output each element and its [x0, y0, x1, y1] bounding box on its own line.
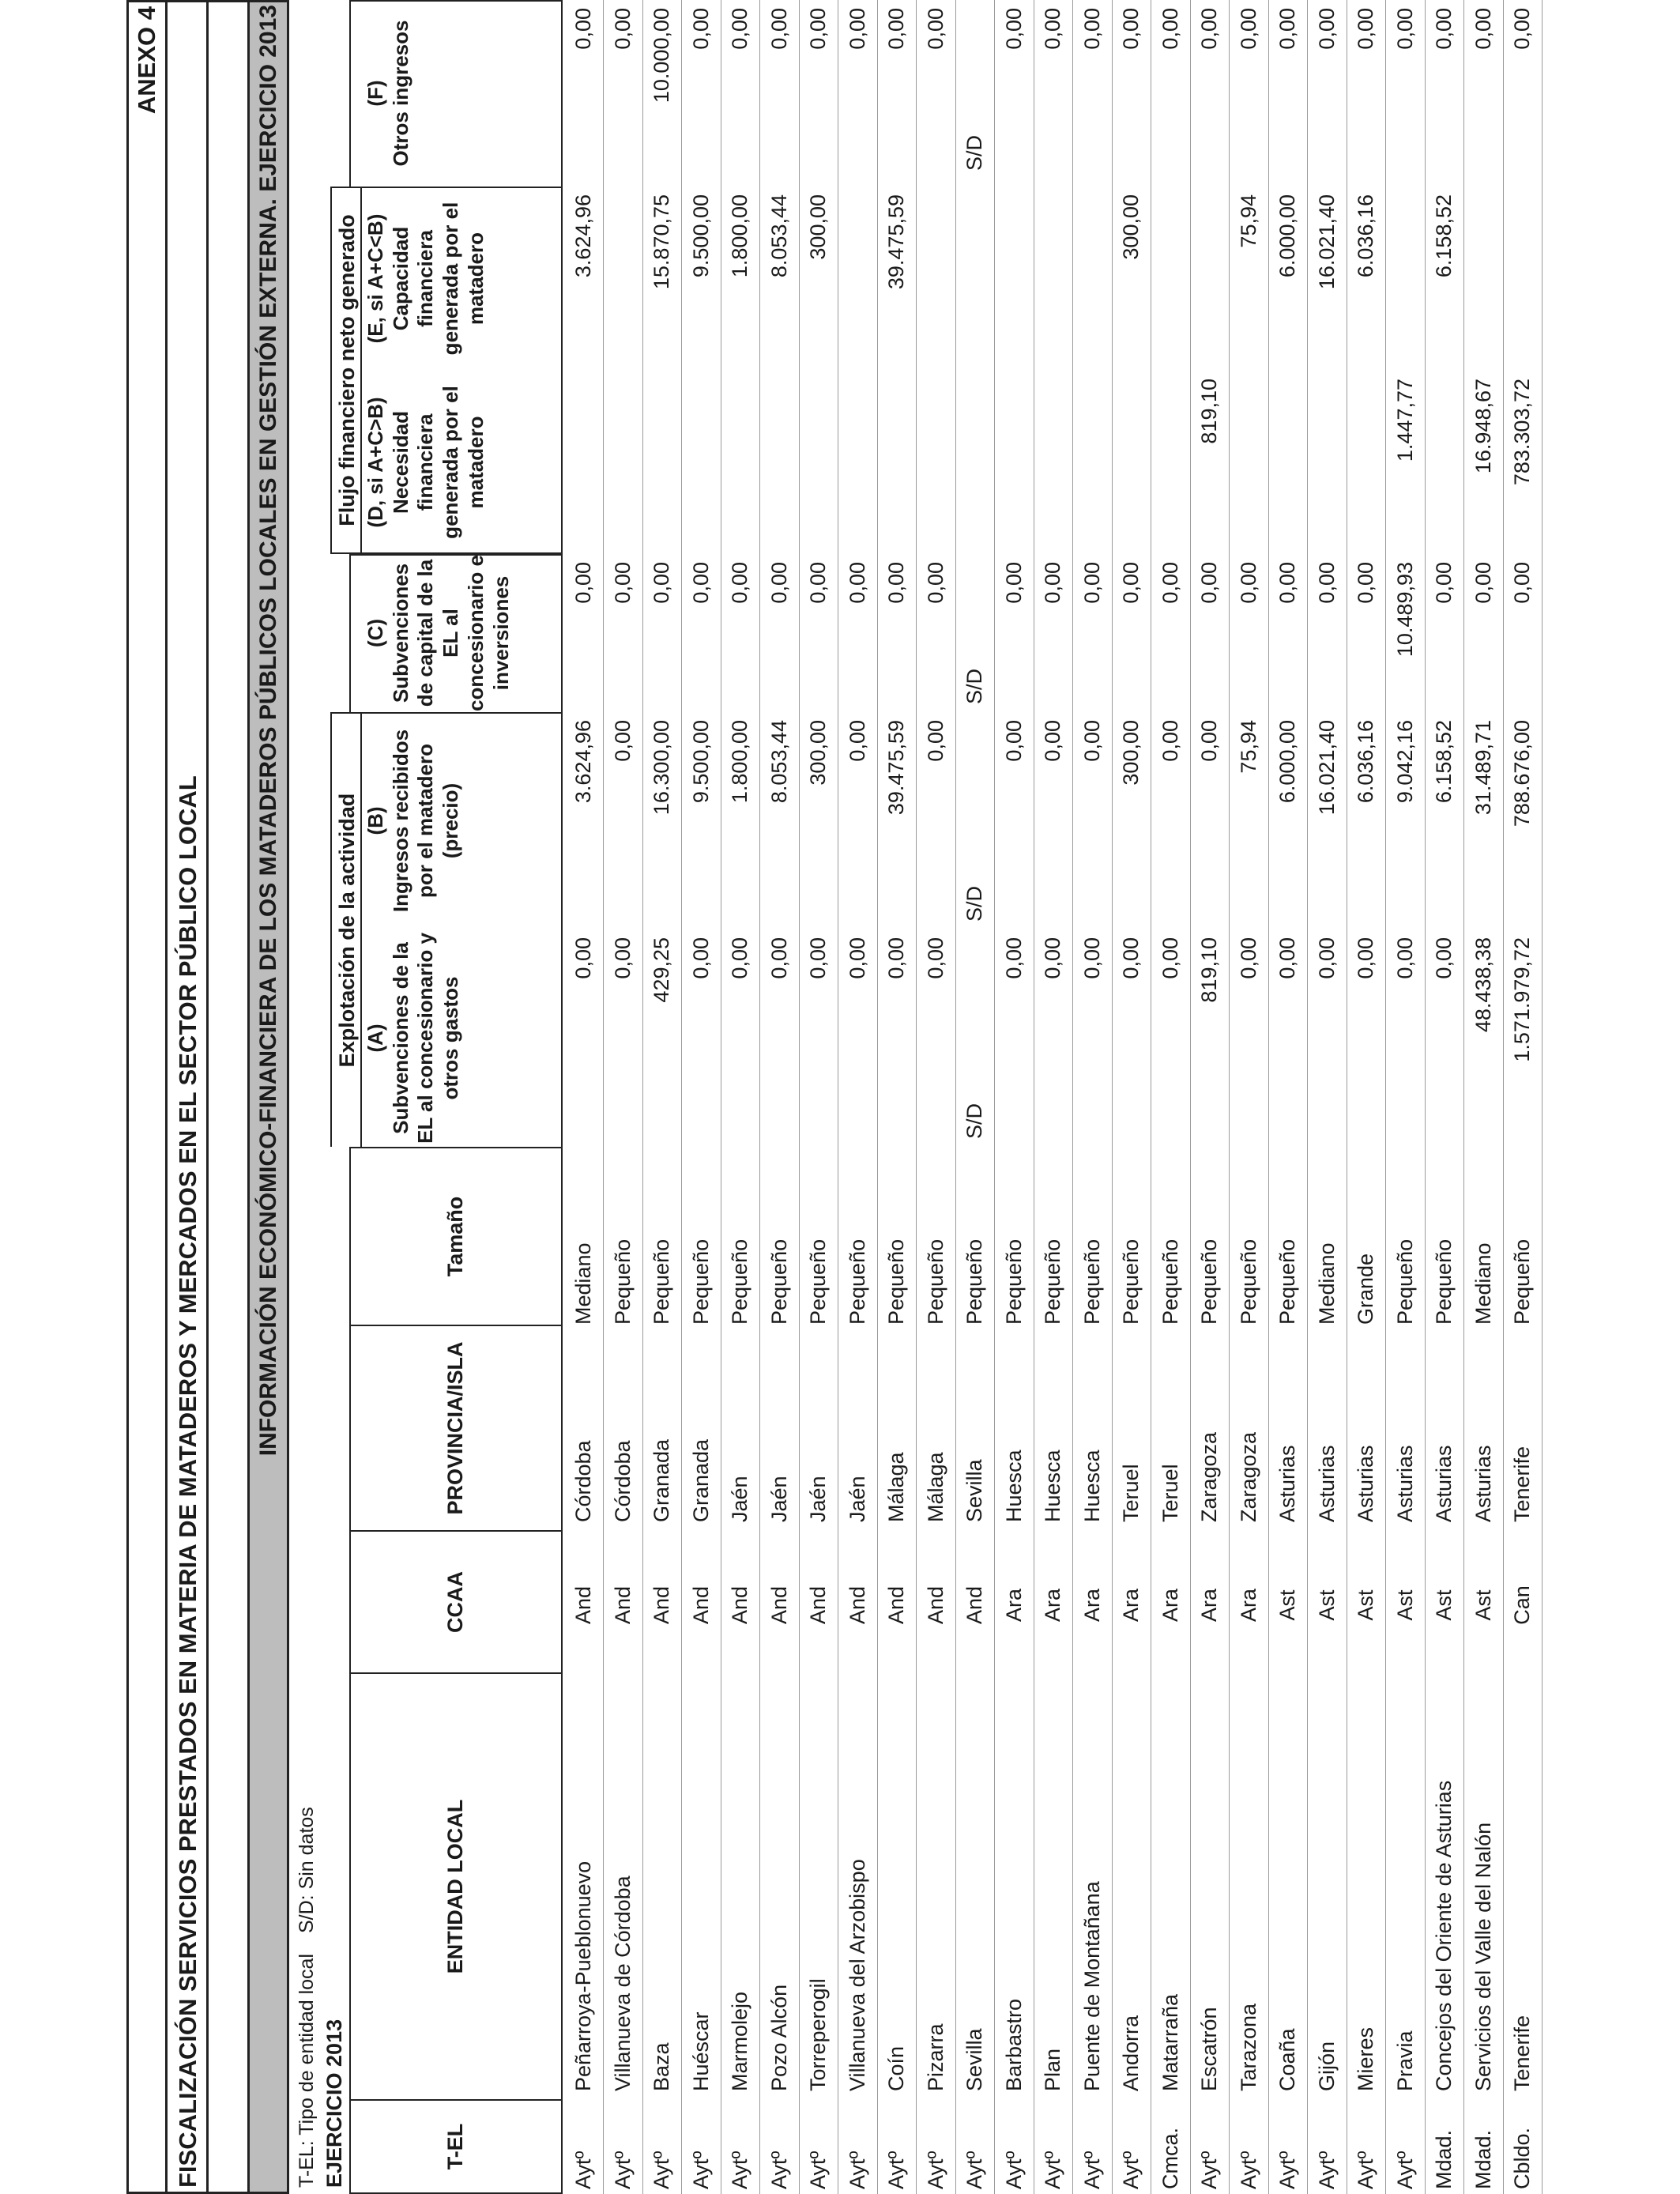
cell-a: 0,00: [1119, 937, 1143, 979]
table-row: [682, 0, 721, 2194]
cell-provincia: Asturias: [1471, 1445, 1495, 1522]
cell-a: 0,00: [1079, 937, 1104, 979]
cell-a: 0,00: [1432, 937, 1456, 979]
col-ccaa: CCAA: [349, 1530, 563, 1672]
cell-ccaa: And: [688, 1585, 713, 1625]
cell-e: 9.500,00: [688, 194, 713, 278]
cell-entidad: Concejos del Oriente de Asturias: [1432, 1780, 1456, 2091]
cell-tamano: Pequeño: [1041, 1238, 1064, 1325]
col-provincia: PROVINCIA/ISLA: [349, 1325, 563, 1530]
cell-b: 788.676,00: [1510, 720, 1534, 827]
cell-c: 0,00: [1354, 562, 1377, 604]
cell-entidad: Huéscar: [688, 2011, 713, 2091]
cell-b: 1.800,00: [728, 720, 751, 804]
cell-a: 0,00: [1314, 937, 1339, 979]
cell-b: 9.042,16: [1392, 720, 1417, 804]
annex-bar: [126, 0, 168, 2194]
cell-provincia: Sevilla: [962, 1459, 986, 1522]
cell-provincia: Córdoba: [571, 1440, 595, 1522]
cell-tel: Cmca.: [1158, 2127, 1182, 2189]
cell-a: 1.571.979,72: [1510, 937, 1534, 1062]
cell-tel: Aytº: [688, 2151, 713, 2189]
cell-b: 8.053,44: [767, 720, 791, 804]
cell-a: 0,00: [923, 937, 947, 979]
cell-d: 16.948,67: [1471, 379, 1495, 474]
cell-b: 0,00: [1041, 720, 1064, 762]
cell-tamano: Mediano: [571, 1242, 595, 1325]
cell-ccaa: And: [884, 1585, 908, 1625]
sd-legend: S/D: Sin datos: [296, 1807, 318, 1933]
col-a: (A) Subvenciones de la EL al concesionario y otros gastos: [363, 933, 463, 1144]
cell-c: 0,00: [1119, 562, 1143, 604]
cell-f: 0,00: [1041, 8, 1064, 50]
cell-tamano: Pequeño: [1119, 1238, 1143, 1325]
cell-tamano: Pequeño: [1392, 1238, 1417, 1325]
cell-entidad: Sevilla: [962, 2028, 986, 2091]
cell-tel: Aytº: [1041, 2151, 1064, 2189]
cell-f: 0,00: [728, 8, 751, 50]
cell-ccaa: Ara: [1197, 1588, 1221, 1623]
cell-b: 6.036,16: [1354, 720, 1377, 804]
cell-c: 0,00: [1001, 562, 1026, 604]
cell-b: 0,00: [923, 720, 947, 762]
cell-f: 0,00: [1236, 8, 1260, 50]
cell-b: 31.489,71: [1471, 720, 1495, 816]
cell-b: 0,00: [1197, 720, 1221, 762]
col-f: (F) Otros ingresos: [363, 20, 412, 167]
cell-provincia: Teruel: [1119, 1464, 1143, 1522]
cell-tamano: Pequeño: [884, 1238, 908, 1325]
cell-entidad: Barbastro: [1001, 1998, 1026, 2091]
cell-c: 0,00: [1432, 562, 1456, 604]
cell-f: 10.000,00: [650, 8, 673, 104]
cell-tel: Aytº: [610, 2151, 635, 2189]
cell-f: 0,00: [1354, 8, 1377, 50]
cell-c: 0,00: [1471, 562, 1495, 604]
cell-c: S/D: [962, 668, 986, 704]
cell-tamano: Pequeño: [1079, 1238, 1104, 1325]
cell-provincia: Asturias: [1392, 1445, 1417, 1522]
cell-tel: Cbldo.: [1510, 2127, 1534, 2189]
col-c: (C) Subvenciones de capital de la EL al concesionario e inversiones: [363, 555, 513, 711]
cell-ccaa: Ast: [1392, 1589, 1417, 1621]
cell-a: 0,00: [571, 937, 595, 979]
cell-tel: Aytº: [650, 2151, 673, 2189]
table-row: [1347, 0, 1386, 2194]
report-subtitle: INFORMACIÓN ECONÓMICO-FINANCIERA DE LOS MATADEROS PÚBLICOS LOCALES EN GESTIÓN EXTERNA. EJERCICIO 2013: [255, 5, 281, 1457]
cell-ccaa: Ara: [1041, 1588, 1064, 1623]
cell-a: 0,00: [1236, 937, 1260, 979]
cell-c: 0,00: [845, 562, 869, 604]
cell-tel: Aytº: [1275, 2151, 1299, 2189]
table-row: [1151, 0, 1191, 2194]
cell-c: 0,00: [806, 562, 830, 604]
cell-entidad: Andorra: [1119, 2015, 1143, 2091]
cell-entidad: Torreperogil: [806, 1978, 830, 2091]
cell-tel: Aytº: [1079, 2151, 1104, 2189]
table-row: [1503, 0, 1543, 2194]
cell-ccaa: Can: [1510, 1585, 1534, 1625]
cell-c: 0,00: [1197, 562, 1221, 604]
cell-provincia: Teruel: [1158, 1464, 1182, 1522]
report-title: FISCALIZACIÓN SERVICIOS PRESTADOS EN MATERIA DE MATADEROS Y MERCADOS EN EL SECTOR PÚBLICO LOCAL: [174, 775, 202, 2188]
cell-f: 0,00: [1392, 8, 1417, 50]
cell-ccaa: Ast: [1314, 1589, 1339, 1621]
cell-tel: Aytº: [1314, 2151, 1339, 2189]
cell-tamano: Pequeño: [1001, 1238, 1026, 1325]
cell-e: 300,00: [806, 194, 830, 260]
cell-provincia: Jaén: [767, 1476, 791, 1522]
cell-provincia: Málaga: [923, 1452, 947, 1522]
cell-tamano: Pequeño: [688, 1238, 713, 1325]
cell-c: 0,00: [1236, 562, 1260, 604]
group-flujo: Flujo financiero neto generado: [330, 187, 360, 554]
cell-b: 75,94: [1236, 720, 1260, 774]
table-row: [760, 0, 800, 2194]
cell-b: 16.300,00: [650, 720, 673, 816]
ejercicio-label: EJERCICIO 2013: [322, 2019, 346, 2188]
cell-f: S/D: [962, 134, 986, 171]
cell-b: 3.624,96: [571, 720, 595, 804]
cell-provincia: Asturias: [1354, 1445, 1377, 1522]
table-row: [1386, 0, 1426, 2194]
cell-b: 0,00: [610, 720, 635, 762]
cell-e: 75,94: [1236, 194, 1260, 248]
table-row: [1230, 0, 1269, 2194]
cell-b: 0,00: [1001, 720, 1026, 762]
cell-c: 0,00: [1275, 562, 1299, 604]
cell-c: 0,00: [767, 562, 791, 604]
cell-ccaa: Ara: [1158, 1588, 1182, 1623]
cell-tel: Aytº: [806, 2151, 830, 2189]
cell-ccaa: And: [923, 1585, 947, 1625]
cell-tel: Aytº: [1354, 2151, 1377, 2189]
cell-tamano: Pequeño: [1158, 1238, 1182, 1325]
cell-ccaa: And: [767, 1585, 791, 1625]
cell-ccaa: Ast: [1432, 1589, 1456, 1621]
cell-entidad: Puente de Montañana: [1079, 1881, 1104, 2091]
cell-f: 0,00: [1314, 8, 1339, 50]
table-row: [1268, 0, 1308, 2194]
cell-a: 0,00: [1392, 937, 1417, 979]
cell-ccaa: Ara: [1079, 1588, 1104, 1623]
cell-entidad: Pravia: [1392, 2030, 1417, 2091]
table-row: [721, 0, 760, 2194]
cell-tel: Aytº: [884, 2151, 908, 2189]
table-row: [917, 0, 956, 2194]
cell-tamano: Pequeño: [728, 1238, 751, 1325]
cell-c: 0,00: [571, 562, 595, 604]
cell-tamano: Pequeño: [1432, 1238, 1456, 1325]
cell-entidad: Servicios del Valle del Nalón: [1471, 1822, 1495, 2091]
cell-b: 0,00: [1079, 720, 1104, 762]
cell-ccaa: And: [806, 1585, 830, 1625]
cell-entidad: Matarraña: [1158, 1993, 1182, 2091]
cell-c: 0,00: [884, 562, 908, 604]
cell-f: 0,00: [923, 8, 947, 50]
cell-ccaa: And: [845, 1585, 869, 1625]
cell-provincia: Granada: [688, 1438, 713, 1522]
cell-provincia: Zaragoza: [1197, 1431, 1221, 1522]
table-row: [604, 0, 643, 2194]
cell-a: 0,00: [728, 937, 751, 979]
cell-c: 0,00: [610, 562, 635, 604]
cell-ccaa: And: [650, 1585, 673, 1625]
cell-entidad: Escatrón: [1197, 2007, 1221, 2091]
cell-entidad: Villanueva de Córdoba: [610, 1875, 635, 2091]
cell-d: 819,10: [1197, 379, 1221, 444]
table-row: [1425, 0, 1464, 2194]
cell-b: 39.475,59: [884, 720, 908, 816]
table-row: [642, 0, 682, 2194]
cell-ccaa: Ara: [1001, 1588, 1026, 1623]
cell-f: 0,00: [610, 8, 635, 50]
cell-f: 0,00: [1001, 8, 1026, 50]
cell-f: 0,00: [884, 8, 908, 50]
cell-a: 819,10: [1197, 937, 1221, 1003]
cell-e: 6.158,52: [1432, 194, 1456, 278]
cell-provincia: Asturias: [1432, 1445, 1456, 1522]
tel-legend: T-EL: Tipo de entidad local: [296, 1953, 318, 2188]
cell-a: 0,00: [610, 937, 635, 979]
cell-c: 0,00: [1079, 562, 1104, 604]
table-row: [1308, 0, 1347, 2194]
cell-tel: Aytº: [1392, 2151, 1417, 2189]
cell-entidad: Tarazona: [1236, 2003, 1260, 2091]
cell-entidad: Mieres: [1354, 2026, 1377, 2091]
cell-a: 0,00: [845, 937, 869, 979]
cell-f: 0,00: [1510, 8, 1534, 50]
cell-ccaa: Ara: [1236, 1588, 1260, 1623]
cell-ccaa: Ast: [1354, 1589, 1377, 1621]
cell-tamano: Pequeño: [610, 1238, 635, 1325]
cell-c: 0,00: [923, 562, 947, 604]
table-row: [838, 0, 878, 2194]
cell-tamano: Grande: [1354, 1253, 1377, 1325]
cell-c: 0,00: [1041, 562, 1064, 604]
col-e: (E, si A+C<B) Capacidad financiera generada por el matadero: [363, 202, 488, 356]
cell-provincia: Asturias: [1314, 1445, 1339, 1522]
cell-f: 0,00: [1079, 8, 1104, 50]
cell-tamano: Mediano: [1314, 1242, 1339, 1325]
cell-a: 48.438,38: [1471, 937, 1495, 1033]
cell-f: 0,00: [1119, 8, 1143, 50]
cell-e: 8.053,44: [767, 194, 791, 278]
table-row: [1464, 0, 1504, 2194]
cell-ccaa: And: [962, 1585, 986, 1625]
cell-b: 6.158,52: [1432, 720, 1456, 804]
cell-entidad: Pozo Alcón: [767, 1984, 791, 2091]
cell-e: 6.000,00: [1275, 194, 1299, 278]
cell-tel: Aytº: [962, 2151, 986, 2189]
cell-a: 0,00: [1158, 937, 1182, 979]
cell-a: 0,00: [884, 937, 908, 979]
cell-tel: Mdad.: [1432, 2129, 1456, 2189]
cell-provincia: Tenerife: [1510, 1446, 1534, 1522]
cell-provincia: Jaén: [806, 1476, 830, 1522]
cell-tel: Aytº: [923, 2151, 947, 2189]
table-row: [564, 0, 604, 2194]
cell-b: 300,00: [806, 720, 830, 786]
cell-provincia: Zaragoza: [1236, 1431, 1260, 1522]
cell-c: 10.489,93: [1392, 562, 1417, 658]
cell-f: 0,00: [1432, 8, 1456, 50]
cell-tamano: Pequeño: [1275, 1238, 1299, 1325]
cell-ccaa: Ara: [1119, 1588, 1143, 1623]
cell-entidad: Baza: [650, 2042, 673, 2091]
cell-tel: Mdad.: [1471, 2129, 1495, 2189]
cell-tamano: Pequeño: [767, 1238, 791, 1325]
cell-tamano: Pequeño: [1197, 1238, 1221, 1325]
cell-d: 783.303,72: [1510, 379, 1534, 486]
cell-provincia: Jaén: [845, 1476, 869, 1522]
table-row: [955, 0, 995, 2194]
col-d: (D, si A+C>B) Necesidad financiera generada por el matadero: [363, 386, 488, 539]
cell-entidad: Coaña: [1275, 2028, 1299, 2091]
cell-f: 0,00: [767, 8, 791, 50]
cell-ccaa: And: [610, 1585, 635, 1625]
col-tel: T-EL: [349, 2099, 563, 2194]
cell-b: 0,00: [845, 720, 869, 762]
cell-tel: Aytº: [845, 2151, 869, 2189]
cell-f: 0,00: [806, 8, 830, 50]
cell-b: 6.000,00: [1275, 720, 1299, 804]
cell-f: 0,00: [571, 8, 595, 50]
cell-e: 16.021,40: [1314, 194, 1339, 290]
cell-tamano: Pequeño: [845, 1238, 869, 1325]
cell-entidad: Pizarra: [923, 2023, 947, 2091]
col-b: (B) Ingresos recibidos por el matadero (precio): [363, 729, 463, 913]
cell-entidad: Gijón: [1314, 2041, 1339, 2091]
cell-entidad: Marmolejo: [728, 1991, 751, 2091]
annex-label: ANEXO 4: [133, 6, 160, 115]
cell-tel: Aytº: [767, 2151, 791, 2189]
table-row: [1034, 0, 1073, 2194]
cell-tamano: Mediano: [1471, 1242, 1495, 1325]
cell-f: 0,00: [845, 8, 869, 50]
col-tamano: Tamaño: [349, 1147, 563, 1325]
spacer-bar: [209, 0, 250, 2194]
cell-c: 0,00: [1510, 562, 1534, 604]
col-entidad: ENTIDAD LOCAL: [349, 1672, 563, 2099]
cell-f: 0,00: [688, 8, 713, 50]
cell-tamano: Pequeño: [650, 1238, 673, 1325]
cell-tamano: Pequeño: [1510, 1238, 1534, 1325]
cell-a: 429,25: [650, 937, 673, 1003]
table-row: [1112, 0, 1151, 2194]
cell-c: 0,00: [728, 562, 751, 604]
cell-provincia: Málaga: [884, 1452, 908, 1522]
table-row: [995, 0, 1034, 2194]
cell-tel: Aytº: [1197, 2151, 1221, 2189]
cell-provincia: Córdoba: [610, 1440, 635, 1522]
group-explotacion: Explotación de la actividad: [330, 712, 360, 1147]
cell-entidad: Peñarroya-Pueblonuevo: [571, 1860, 595, 2091]
cell-ccaa: And: [571, 1585, 595, 1625]
table-row: [1073, 0, 1113, 2194]
cell-provincia: Jaén: [728, 1476, 751, 1522]
cell-tel: Aytº: [1236, 2151, 1260, 2189]
table-row: [877, 0, 917, 2194]
cell-ccaa: Ast: [1471, 1589, 1495, 1621]
cell-a: 0,00: [1275, 937, 1299, 979]
cell-tamano: Pequeño: [806, 1238, 830, 1325]
cell-tamano: Pequeño: [923, 1238, 947, 1325]
cell-b: 0,00: [1158, 720, 1182, 762]
cell-e: 39.475,59: [884, 194, 908, 290]
cell-e: 6.036,16: [1354, 194, 1377, 278]
cell-entidad: Villanueva del Arzobispo: [845, 1859, 869, 2091]
cell-provincia: Asturias: [1275, 1445, 1299, 1522]
cell-c: 0,00: [650, 562, 673, 604]
cell-a: 0,00: [806, 937, 830, 979]
table-row: [1190, 0, 1230, 2194]
cell-a: S/D: [962, 1103, 986, 1139]
cell-ccaa: Ast: [1275, 1589, 1299, 1621]
cell-b: 16.021,40: [1314, 720, 1339, 816]
cell-provincia: Huesca: [1001, 1449, 1026, 1522]
cell-e: 15.870,75: [650, 194, 673, 290]
cell-entidad: Coín: [884, 2045, 908, 2091]
cell-c: 0,00: [688, 562, 713, 604]
cell-tel: Aytº: [1001, 2151, 1026, 2189]
cell-provincia: Huesca: [1041, 1449, 1064, 1522]
cell-provincia: Granada: [650, 1438, 673, 1522]
cell-a: 0,00: [1041, 937, 1064, 979]
cell-tel: Aytº: [728, 2151, 751, 2189]
cell-b: 9.500,00: [688, 720, 713, 804]
cell-a: 0,00: [767, 937, 791, 979]
cell-c: 0,00: [1158, 562, 1182, 604]
cell-ccaa: And: [728, 1585, 751, 1625]
cell-f: 0,00: [1158, 8, 1182, 50]
cell-f: 0,00: [1471, 8, 1495, 50]
cell-c: 0,00: [1314, 562, 1339, 604]
cell-tamano: Pequeño: [1236, 1238, 1260, 1325]
cell-e: 300,00: [1119, 194, 1143, 260]
cell-a: 0,00: [688, 937, 713, 979]
cell-provincia: Huesca: [1079, 1449, 1104, 1522]
cell-a: 0,00: [1001, 937, 1026, 979]
cell-b: 300,00: [1119, 720, 1143, 786]
table-row: [799, 0, 838, 2194]
cell-b: S/D: [962, 885, 986, 922]
cell-e: 3.624,96: [571, 194, 595, 278]
cell-tel: Aytº: [571, 2151, 595, 2189]
cell-f: 0,00: [1197, 8, 1221, 50]
cell-d: 1.447,77: [1392, 379, 1417, 462]
cell-entidad: Tenerife: [1510, 2015, 1534, 2091]
cell-entidad: Plan: [1041, 2048, 1064, 2091]
cell-f: 0,00: [1275, 8, 1299, 50]
cell-e: 1.800,00: [728, 194, 751, 278]
cell-a: 0,00: [1354, 937, 1377, 979]
cell-tel: Aytº: [1119, 2151, 1143, 2189]
cell-tamano: Pequeño: [962, 1238, 986, 1325]
